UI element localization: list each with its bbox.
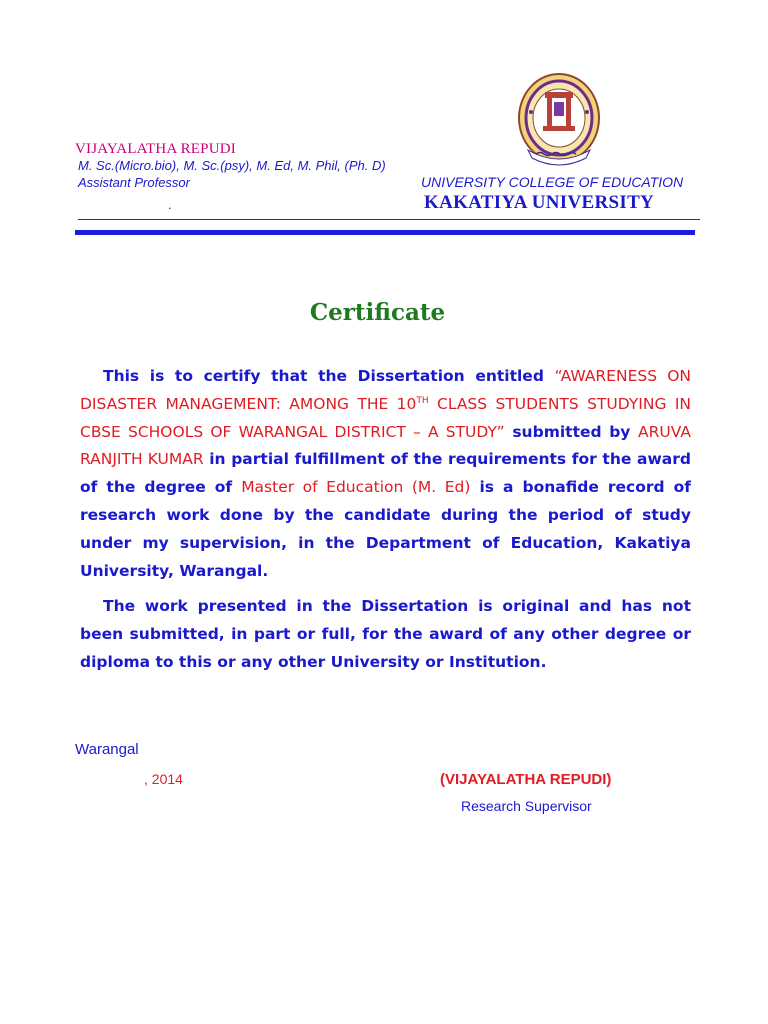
degree-name: Master of Education (M. Ed) bbox=[241, 478, 471, 497]
certificate-heading: Certificate bbox=[309, 299, 446, 326]
dissertation-title-superscript: TH bbox=[416, 395, 429, 406]
submitted-by-text: submitted by bbox=[504, 422, 639, 441]
header-dot: . bbox=[168, 197, 172, 212]
college-name: UNIVERSITY COLLEGE OF EDUCATION bbox=[421, 174, 684, 190]
certificate-paragraph-2: The work presented in the Dissertation is original and has not been submitted, in part or full, for the award of any other degree or diploma to this or any other University or Institution. bbox=[80, 597, 691, 671]
author-name: VIJAYALATHA REPUDI bbox=[75, 141, 236, 157]
kakatiya-university-seal-icon bbox=[516, 72, 602, 168]
dissertation-title-part-1: “AWARENESS ON DISASTER MANAGEMENT: AMONG THE 10 bbox=[80, 367, 691, 413]
certificate-paragraph-1 bbox=[80, 363, 691, 585]
p1-intro: This is to certify that the Dissertation entitled bbox=[103, 367, 555, 385]
place: Warangal bbox=[75, 741, 139, 758]
signatory-role: Research Supervisor bbox=[461, 798, 592, 814]
university-name: KAKATIYA UNIVERSITY bbox=[424, 192, 655, 213]
p1-end: is a bonafide record of research work done by the candidate during the period of study under my supervision, in the Department of Education, Kakatiya University, Warangal. bbox=[80, 478, 691, 580]
candidate-name: ARUVA RANJITH KUMAR bbox=[80, 422, 691, 469]
dissertation-title-part-2: CLASS STUDENTS STUDYING IN CBSE SCHOOLS OF WARANGAL DISTRICT – A STUDY” bbox=[80, 394, 691, 441]
header-thick-divider bbox=[75, 230, 695, 235]
date: , 2014 bbox=[144, 771, 183, 787]
author-designation: Assistant Professor bbox=[78, 175, 190, 190]
p1-middle: in partial fulfillment of the requirements for the award of the degree of bbox=[80, 450, 691, 497]
header-thin-divider bbox=[78, 219, 700, 220]
author-qualifications: M. Sc.(Micro.bio), M. Sc.(psy), M. Ed, M. Phil, (Ph. D) bbox=[78, 158, 386, 173]
signatory-name: (VIJAYALATHA REPUDI) bbox=[440, 771, 612, 788]
